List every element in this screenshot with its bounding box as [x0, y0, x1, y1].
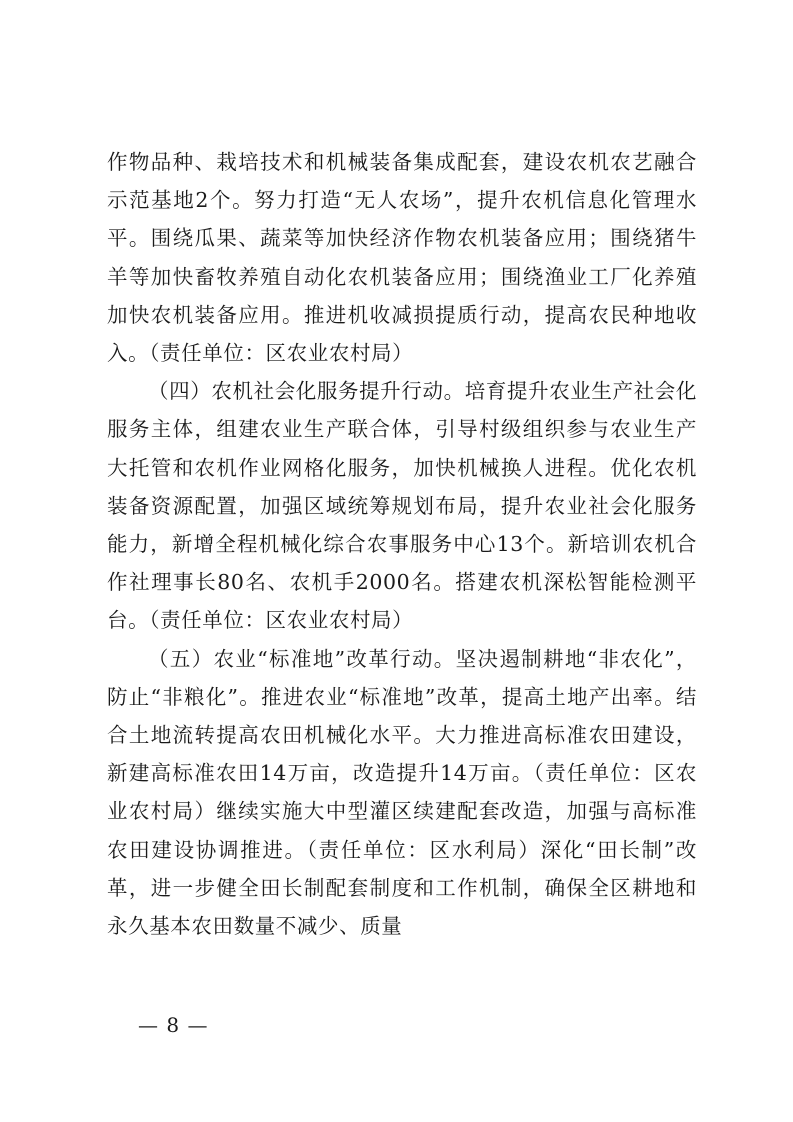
document-body [107, 143, 697, 945]
paragraph-section-4: （四）农机社会化服务提升行动。培育提升农业生产社会化服务主体，组建农业生产联合体，引导村级组织参与农业生产大托管和农机作业网格化服务，加快机械换人进程。优化农机装备资源配置，加强区域统筹规划布局，提升农业社会化服务能力，新增全程机械化综合农事服务中心13个。新培训农机合作社理事长80名、农机手2000名。搭建农机深松智能检测平台。（责任单位：区农业农村局） [107, 379, 697, 633]
page-number: — 8 — [138, 1013, 209, 1037]
paragraph-continuation: 作物品种、栽培技术和机械装备集成配套，建设农机农艺融合示范基地2个。努力打造“无人农场”，提升农机信息化管理水平。围绕瓜果、蔬菜等加快经济作物农机装备应用；围绕猪牛羊等加快畜牧养殖自动化农机装备应用；围绕渔业工厂化养殖加快农机装备应用。推进机收减损提质行动，提高农民种地收入。（责任单位：区农业农村局） [107, 150, 697, 366]
paragraph-section-5: （五）农业“标准地”改革行动。坚决遏制耕地“非农化”，防止“非粮化”。推进农业“标准地”改革，提高土地产出率。结合土地流转提高农田机械化水平。大力推进高标准农田建设，新建高标准农田14万亩，改造提升14万亩。（责任单位：区农业农村局）继续实施大中型灌区续建配套改造，加强与高标准农田建设协调推进。（责任单位：区水利局）深化“田长制”改革，进一步健全田长制配套制度和工作机制，确保全区耕地和永久基本农田数量不减少、质量 [107, 646, 697, 939]
